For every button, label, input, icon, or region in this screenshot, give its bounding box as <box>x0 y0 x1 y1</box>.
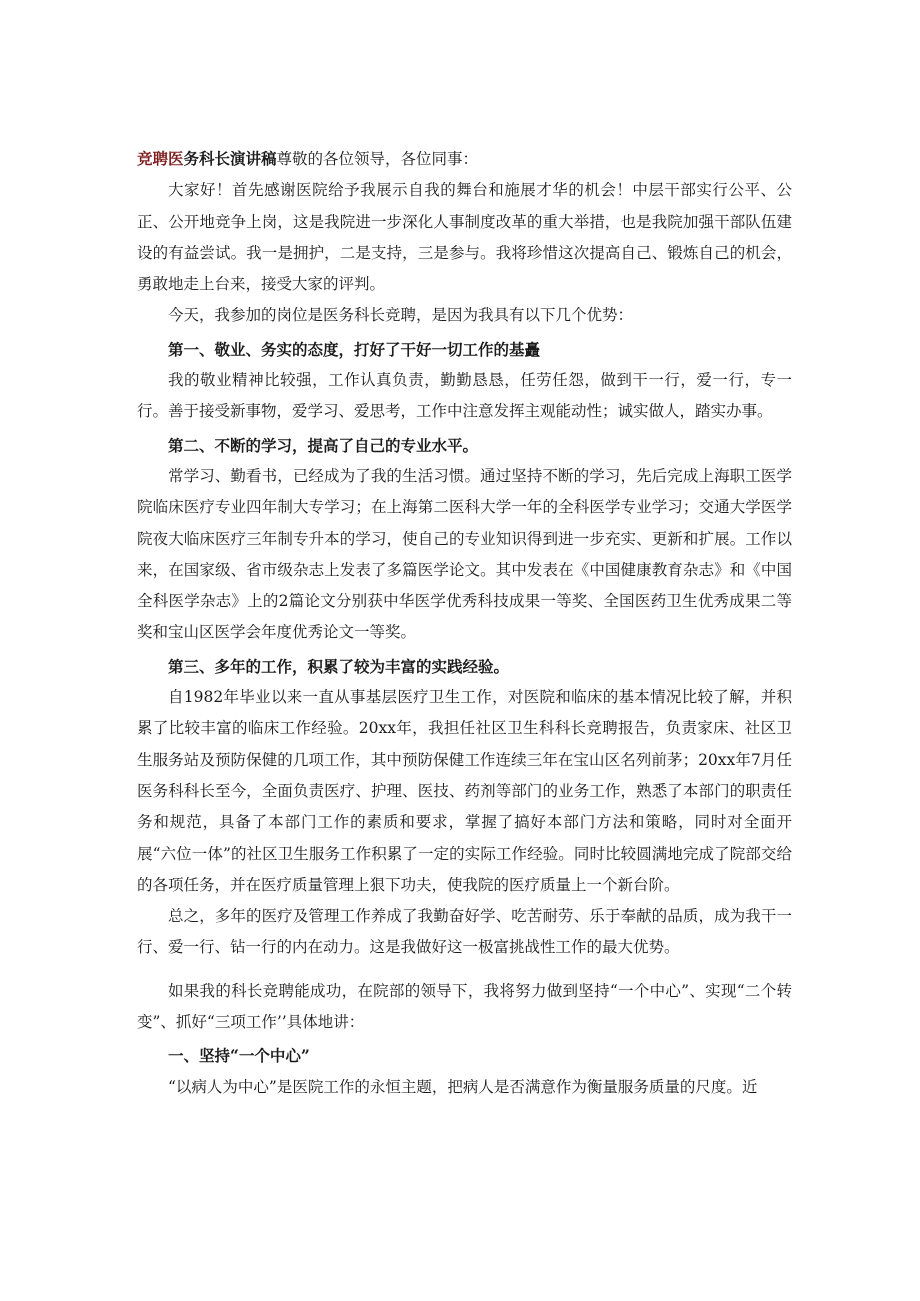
plan-paragraph: 如果我的科长竞聘能成功，在院部的领导下，我将努力做到坚持“一个中心”、实现“二个转变”、抓好“三项工作’’具体地讲： <box>137 981 792 1032</box>
section-heading-1: 第一、敬业、务实的态度，打好了干好一切工作的基矗 <box>168 339 541 359</box>
section-body-2: 常学习、勤看书，已经成为了我的生活习惯。通过坚持不断的学习，先后完成上海职工医学院临床医疗专业四年制大专学习；在上海第二医科大学一年的全科医学专业学习；交通大学医学院夜大临床医疗三年制专升本的学习，使自己的专业知识得到进一步充实、更新和扩展。工作以来，在国家级、省市级杂志上发表了多篇医学论文。其中发表在《中国健康教育杂志》和《中国全科医学杂志》上的2篇论文分别获中华医学优秀科技成果一等奖、全国医药卫生优秀成果二等奖和宝山区医学会年度优秀论文一等奖。 <box>137 466 792 642</box>
document-body <box>137 143 792 1103</box>
section-body-1: 我的敬业精神比较强，工作认真负责，勤勤恳恳，任劳任怨，做到干一行，爱一行，专一行。善于接受新事物，爱学习、爱思考，工作中注意发挥主观能动性；诚实做人，踏实办事。 <box>137 371 792 421</box>
section-heading-3: 第三、多年的工作，积累了较为丰富的实践经验。 <box>168 656 510 676</box>
section-body-4: “以病人为中心”是医院工作的永恒主题，把病人是否满意作为衡量服务质量的尺度。近 <box>168 1077 758 1096</box>
title-line <box>137 143 792 175</box>
title-lead: 竞聘医 <box>137 149 184 168</box>
greeting: 尊敬的各位领导，各位同事： <box>276 150 479 168</box>
section-heading-2: 第二、不断的学习，提高了自己的专业水平。 <box>168 435 479 455</box>
position-paragraph: 今天，我参加的岗位是医务科长竞聘，是因为我具有以下几个优势： <box>168 306 634 325</box>
section-heading-4: 一、坚持“一个中心” <box>168 1046 310 1066</box>
intro-paragraph: 大家好！首先感谢医院给予我展示自我的舞台和施展才华的机会！中层干部实行公平、公正、公开地竞争上岗，这是我院进一步深化人事制度改革的重大举措，也是我院加强干部队伍建设的有益尝试。我一是拥护，二是支持，三是参与。我将珍惜这次提高自己、锻炼自己的机会，勇敢地走上台来，接受大家的评判。 <box>137 181 792 294</box>
summary-paragraph: 总之，多年的医疗及管理工作养成了我勤奋好学、吃苦耐劳、乐于奉献的品质，成为我干一行、爱一行、钻一行的内在动力。这是我做好这一极富挑战性工作的最大优势。 <box>137 907 792 957</box>
title-rest: 务科长演讲稿 <box>183 149 277 168</box>
section-body-3: 自1982年毕业以来一直从事基层医疗卫生工作，对医院和临床的基本情况比较了解，并积累了比较丰富的临床工作经验。20xx年，我担任社区卫生科科长竞聘报告，负责家床、社区卫生服务站及预防保健的几项工作，其中预防保健工作连续三年在宝山区名列前茅；20xx年7月任医务科科长至今，全面负责医疗、护理、医技、药剂等部门的业务工作，熟悉了本部门的职责任务和规范，具备了本部门工作的素质和要求，掌握了搞好本部门方法和策略，同时对全面开展“六位一体”的社区卫生服务工作积累了一定的实际工作经验。同时比较圆满地完成了院部交给的各项任务，并在医疗质量管理上狠下功夫，使我院的医疗质量上一个新台阶。 <box>137 688 792 894</box>
